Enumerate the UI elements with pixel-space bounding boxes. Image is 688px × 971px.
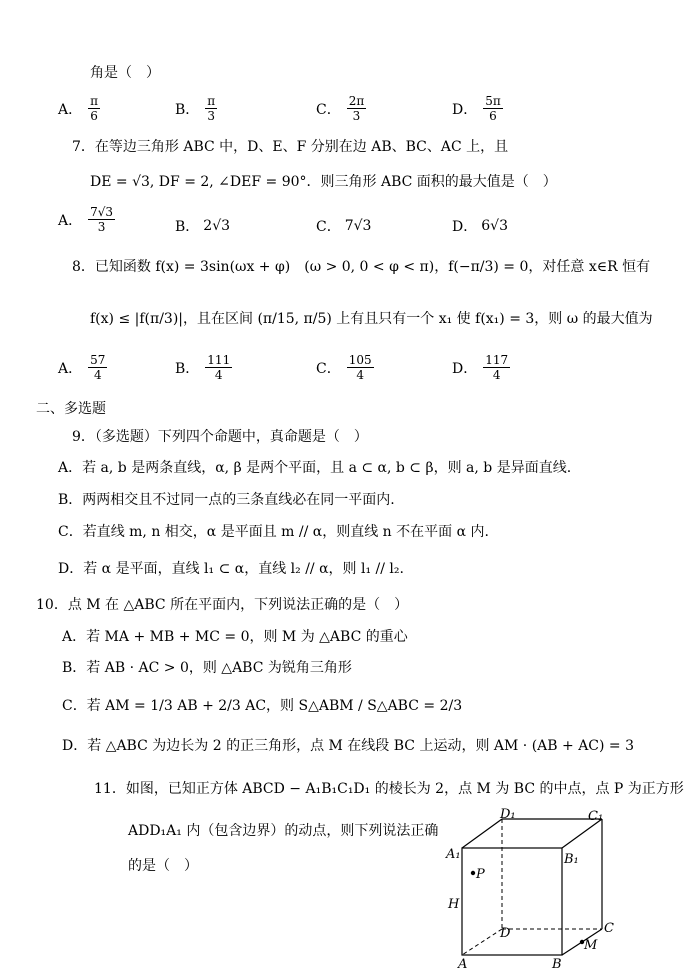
q6-option-b[interactable]: B． $\frac{\pi}{3}$	[175, 94, 216, 123]
q8-option-d[interactable]: D． $\frac{117}{4}$	[452, 353, 509, 382]
q8-option-c[interactable]: C． $\frac{105}{4}$	[316, 353, 372, 382]
q7-stem: 7．在等边三角形 ABC 中，D、E、F 分别在边 AB、BC、AC 上，且	[72, 139, 509, 155]
label-h: H	[448, 897, 460, 912]
q10-option-a[interactable]: A．若 MA + MB + MC = 0，则 M 为 △ABC 的重心	[62, 629, 408, 645]
label-c: C	[604, 921, 614, 936]
label-d1: D₁	[500, 808, 516, 822]
q10-stem: 10．点 M 在 △ABC 所在平面内，下列说法正确的是（ ）	[36, 597, 409, 613]
q10-option-d[interactable]: D．若 △ABC 为边长为 2 的正三角形，点 M 在线段 BC 上运动，则 AM · (AB + AC) = 3	[62, 738, 635, 754]
q8-condition: f(x) ≤ |f(π/3)|，且在区间 (π/15, π/5) 上有且只有一个 x₁ 使 f(x₁) = 3，则 ω 的最大值为	[90, 311, 653, 327]
q8-option-b[interactable]: B． $\frac{111}{4}$	[175, 353, 231, 382]
q7-condition: DE = √3, DF = 2, ∠DEF = 90°．则三角形 ABC 面积的最大值是（ ）	[90, 174, 557, 190]
q9-option-c[interactable]: C．若直线 m, n 相交，α 是平面且 m // α，则直线 n 不在平面 α 内.	[58, 524, 489, 540]
q11-line-2: ADD₁A₁ 内（包含边界）的动点，则下列说法正确	[128, 823, 439, 839]
q7-option-b[interactable]: B． 2√3	[175, 218, 231, 235]
label-b: B	[552, 957, 562, 971]
q11-stem: 11．如图，已知正方体 ABCD − A₁B₁C₁D₁ 的棱长为 2，点 M 为 BC 的中点，点 P 为正方形	[94, 781, 684, 797]
q7-option-a[interactable]: A． $\frac{7√3}{3}$	[58, 205, 114, 234]
label-c1: C₁	[588, 809, 604, 824]
label-a: A	[458, 957, 468, 971]
q9-option-a[interactable]: A．若 a, b 是两条直线，α, β 是两个平面，且 a ⊂ α, b ⊂ β，则 a, b 是异面直线.	[58, 460, 572, 476]
label-a1: A₁	[446, 847, 461, 862]
q7-option-c[interactable]: C． 7√3	[316, 218, 372, 235]
q9-stem: 9．（多选题）下列四个命题中，真命题是（ ）	[72, 429, 368, 445]
q9-option-b[interactable]: B．两两相交且不过同一点的三条直线必在同一平面内.	[58, 492, 395, 508]
q7-option-d[interactable]: D． 6√3	[452, 218, 508, 235]
q6-option-d[interactable]: D． $\frac{5\pi}{6}$	[452, 94, 501, 123]
q11-line-3: 的是（ ）	[128, 858, 198, 874]
q10-option-c[interactable]: C．若 AM = 1/3 AB + 2/3 AC，则 S△ABM / S△ABC = 2/3	[62, 698, 463, 714]
q6-option-a[interactable]: A． $\frac{\pi}{6}$	[58, 94, 99, 123]
label-b1: B₁	[564, 852, 579, 867]
q9-option-d[interactable]: D．若 α 是平面，直线 l₁ ⊂ α，直线 l₂ // α，则 l₁ // l₂.	[58, 561, 404, 577]
label-m: M	[584, 938, 598, 953]
label-d: D	[500, 926, 511, 941]
q6-option-c[interactable]: C． $\frac{2\pi}{3}$	[316, 94, 365, 123]
label-p: P	[476, 867, 485, 882]
q6-tail: 角是（ ）	[90, 65, 160, 81]
q8-stem: 8．已知函数 f(x) = 3sin(ωx + φ) (ω > 0, 0 < φ < π)，f(−π/3) = 0，对任意 x∈R 恒有	[72, 259, 651, 275]
q8-option-a[interactable]: A． $\frac{57}{4}$	[58, 353, 106, 382]
q10-option-b[interactable]: B．若 AB · AC > 0，则 △ABC 为锐角三角形	[62, 660, 352, 676]
cube-figure	[440, 808, 620, 971]
point-p	[471, 871, 475, 875]
section-heading: 二、多选题	[36, 401, 106, 417]
